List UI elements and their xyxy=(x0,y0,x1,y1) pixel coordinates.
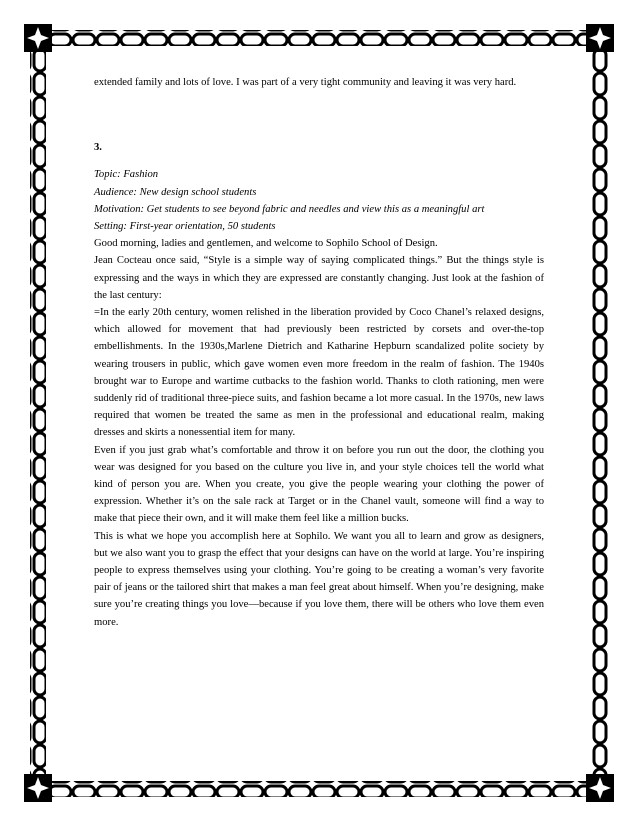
speech-paragraph: Jean Cocteau once said, “Style is a simple way of saying complicated things.” But the things style is expressing and the ways in which they are expressed are constantly changing. Just look at the fashion of the last century: xyxy=(94,255,544,301)
speech-paragraph: =In the early 20th century, women relished in the liberation provided by Coco Chanel’s relaxed designs, which allowed for movement that had previously been restricted by corsets and over-the-top embellishments. In the 1930s,Marlene Dietrich and Katharine Hepburn scandalized polite society by wearing trousers in public, which gave women even more freedom in the realm of fashion. The 1940s brought war to Europe and wartime cutbacks to the fashion world. Thanks to cloth rationing, men were suddenly rid of traditional three-piece suits, and fashion became a lot more casual. In the 1970s, new laws required that women be treated the same as men in the professional and educational realm, making dresses and skirts a nonessential item for many. xyxy=(94,307,544,439)
speech-paragraph: This is what we hope you accomplish here at Sophilo. We want you all to learn and grow as designers, but we also want you to grasp the effect that your designs can have on the world at large. You’re inspiring people to express themselves using your clothing. You’re going to be creating a woman’s very favorite pair of jeans or the tailored shirt that makes a man feel great about himself. When you’re designing, make sure you’re creating things you love—because if you love them, there will be others who love them even more. xyxy=(94,530,544,628)
meta-topic: Topic: Fashion xyxy=(94,169,159,181)
corner-ornament-bottom-left-icon xyxy=(24,774,52,802)
corner-ornament-bottom-right-icon xyxy=(586,774,614,802)
meta-setting: Setting: First-year orientation, 50 students xyxy=(94,221,276,233)
meta-audience: Audience: New design school students xyxy=(94,186,257,198)
corner-ornament-top-left-icon xyxy=(24,24,52,52)
speech-paragraph: Even if you just grab what’s comfortable and throw it on before you run out the door, the clothing you wear was designed for you based on the culture you live in, and your style choices tell the world what kind of person you are. When you create, you give the people wearing your clothing the power of expression. Whether it’s on the sale rack at Target or in the Chanel vault, someone will find a way to make that piece their own, and it will make them feel like a million bucks. xyxy=(94,444,544,525)
intro-paragraph: extended family and lots of love. I was part of a very tight community and leaving it was very hard. xyxy=(94,77,517,88)
section-number: 3. xyxy=(94,142,102,154)
speech-paragraph: Good morning, ladies and gentlemen, and welcome to Sophilo School of Design. xyxy=(94,238,438,250)
corner-ornament-top-right-icon xyxy=(586,24,614,52)
meta-motivation: Motivation: Get students to see beyond fabric and needles and view this as a meaningful art xyxy=(94,203,485,215)
document-body xyxy=(94,74,544,631)
